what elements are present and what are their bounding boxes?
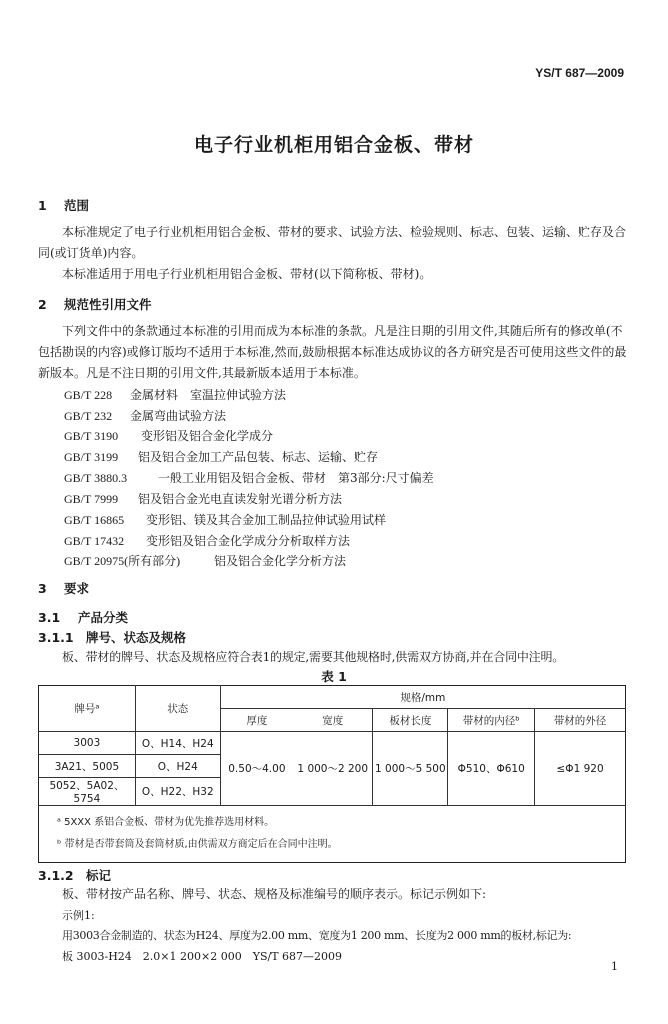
reference-item: [64, 469, 434, 486]
cell-width: 1 000～2 200: [297, 763, 369, 775]
header-grade: 牌号ᵃ: [39, 686, 136, 732]
header-thickness: 厚度: [220, 709, 293, 732]
cell-temper: O、H24: [135, 755, 220, 778]
cell-grade: 3003: [73, 737, 101, 749]
section-number: 3.1.2: [38, 868, 74, 883]
reference-code: GB/T 3880.3: [64, 471, 128, 485]
reference-title: 铝及铝合金加工产品包装、标志、运输、贮存: [138, 450, 379, 464]
reference-title: 一般工业用铝及铝合金板、带材 第3部分:尺寸偏差: [158, 471, 434, 485]
cell-grade: 5052、5A02、5754: [39, 778, 136, 806]
section-1-paragraph-2: 本标准适用于用电子行业机柜用铝合金板、带材(以下简称板、带材)。: [62, 267, 432, 281]
reference-item: [64, 490, 342, 507]
reference-item: [64, 552, 346, 569]
example-mark: 板 3003-H24 2.0×1 200×2 000 YS/T 687—2009: [62, 950, 343, 963]
document-title: 电子行业机柜用铝合金板、带材: [193, 134, 474, 156]
section-title: 规范性引用文件: [64, 297, 152, 312]
reference-code: GB/T 3190: [64, 429, 119, 443]
reference-item: [64, 427, 273, 444]
cell-temper: O、H22、H32: [135, 778, 220, 806]
standard-code: YS/T 687—2009: [535, 66, 624, 80]
reference-title: 铝及铝合金化学分析方法: [214, 554, 347, 568]
cell-outer-diameter: ≤Φ1 920: [535, 732, 626, 806]
header-temper: 状态: [135, 686, 220, 732]
reference-item: [64, 532, 350, 549]
table-note: ᵃ 5XXX 系铝合金板、带材为优先推荐选用材料。: [57, 817, 275, 828]
reference-code: GB/T 20975(所有部分): [64, 554, 181, 568]
section-3-heading: [38, 579, 89, 597]
reference-title: 金属材料 室温拉伸试验方法: [130, 388, 287, 402]
header-outer-diameter: 带材的外径: [535, 709, 626, 732]
section-3-1-1-heading: [38, 628, 186, 646]
section-2-paragraph-1: 下列文件中的条款通过本标准的引用而成为本标准的条款。凡是注日期的引用文件,其随后所有的修改单(不包括勘误的内容)或修订版均不适用于本标准,然而,鼓励根据本标准达成协议的各方研究是否可使用这些文件的最新版本。凡是不注日期的引用文件,其最新版本适用于本标准。: [38, 324, 627, 380]
cell-thickness: 0.50～4.00: [220, 732, 293, 806]
section-title: 牌号、状态及规格: [86, 630, 187, 645]
reference-title: 变形铝、镁及其合金加工制品拉伸试验用试样: [146, 513, 387, 527]
reference-code: GB/T 228: [64, 388, 113, 402]
header-inner-diameter: 带材的内径ᵇ: [448, 709, 535, 732]
cell-grade: 3A21、5005: [39, 755, 136, 778]
example-text: 用3003合金制造的、状态为H24、厚度为2.00 mm、宽度为1 200 mm、长度为2 000 mm的板材,标记为:: [62, 929, 572, 942]
example-label: 示例1:: [62, 909, 95, 922]
reference-item: [64, 511, 386, 528]
table-notes: [39, 806, 626, 863]
section-title: 要求: [64, 581, 90, 596]
header-length: 板材长度: [373, 709, 448, 732]
section-number: 1: [38, 198, 47, 213]
page-number: 1: [611, 960, 618, 973]
reference-title: 金属弯曲试验方法: [130, 409, 227, 423]
table-note: ᵇ 带材是否带套筒及套筒材质,由供需双方商定后在合同中注明。: [57, 839, 338, 850]
section-title: 产品分类: [78, 610, 129, 625]
reference-code: GB/T 17432: [64, 534, 125, 548]
section-1-paragraph-1: 本标准规定了电子行业机柜用铝合金板、带材的要求、试验方法、检验规则、标志、包装、运输、贮存及合同(或订货单)内容。: [38, 225, 627, 260]
reference-code: GB/T 232: [64, 409, 113, 423]
reference-title: 铝及铝合金光电直读发射光谱分析方法: [138, 492, 343, 506]
section-3-1-1-paragraph: 板、带材的牌号、状态及规格应符合表1的规定,需要其他规格时,供需双方协商,并在合同中注明。: [62, 650, 565, 664]
section-3-1-2-paragraph: 板、带材按产品名称、牌号、状态、规格及标准编号的顺序表示。标记示例如下:: [62, 887, 487, 901]
reference-item: [64, 386, 286, 403]
reference-code: GB/T 3199: [64, 450, 119, 464]
section-1-heading: [38, 196, 89, 214]
section-title: 范围: [64, 198, 90, 213]
section-number: 2: [38, 297, 47, 312]
specification-table: [38, 685, 626, 863]
section-number: 3.1.1: [38, 630, 74, 645]
reference-item: [64, 448, 378, 465]
section-title: 标记: [86, 868, 112, 883]
section-number: 3: [38, 581, 47, 596]
table-row: [39, 732, 626, 755]
table-caption: 表 1: [321, 669, 347, 684]
section-3-1-2-heading: [38, 866, 111, 884]
cell-length: 1 000～5 500: [373, 732, 448, 806]
header-width: 宽度: [293, 709, 373, 732]
reference-title: 变形铝及铝合金化学成分: [141, 429, 274, 443]
cell-temper: O、H14、H24: [135, 732, 220, 755]
reference-code: GB/T 16865: [64, 513, 125, 527]
reference-item: [64, 407, 226, 424]
header-spec: 规格/mm: [220, 686, 625, 709]
section-3-1-heading: [38, 608, 128, 626]
reference-code: GB/T 7999: [64, 492, 119, 506]
cell-inner-diameter: Φ510、Φ610: [448, 732, 535, 806]
reference-title: 变形铝及铝合金化学成分分析取样方法: [146, 534, 351, 548]
section-2-heading: [38, 295, 152, 313]
section-number: 3.1: [38, 610, 61, 625]
